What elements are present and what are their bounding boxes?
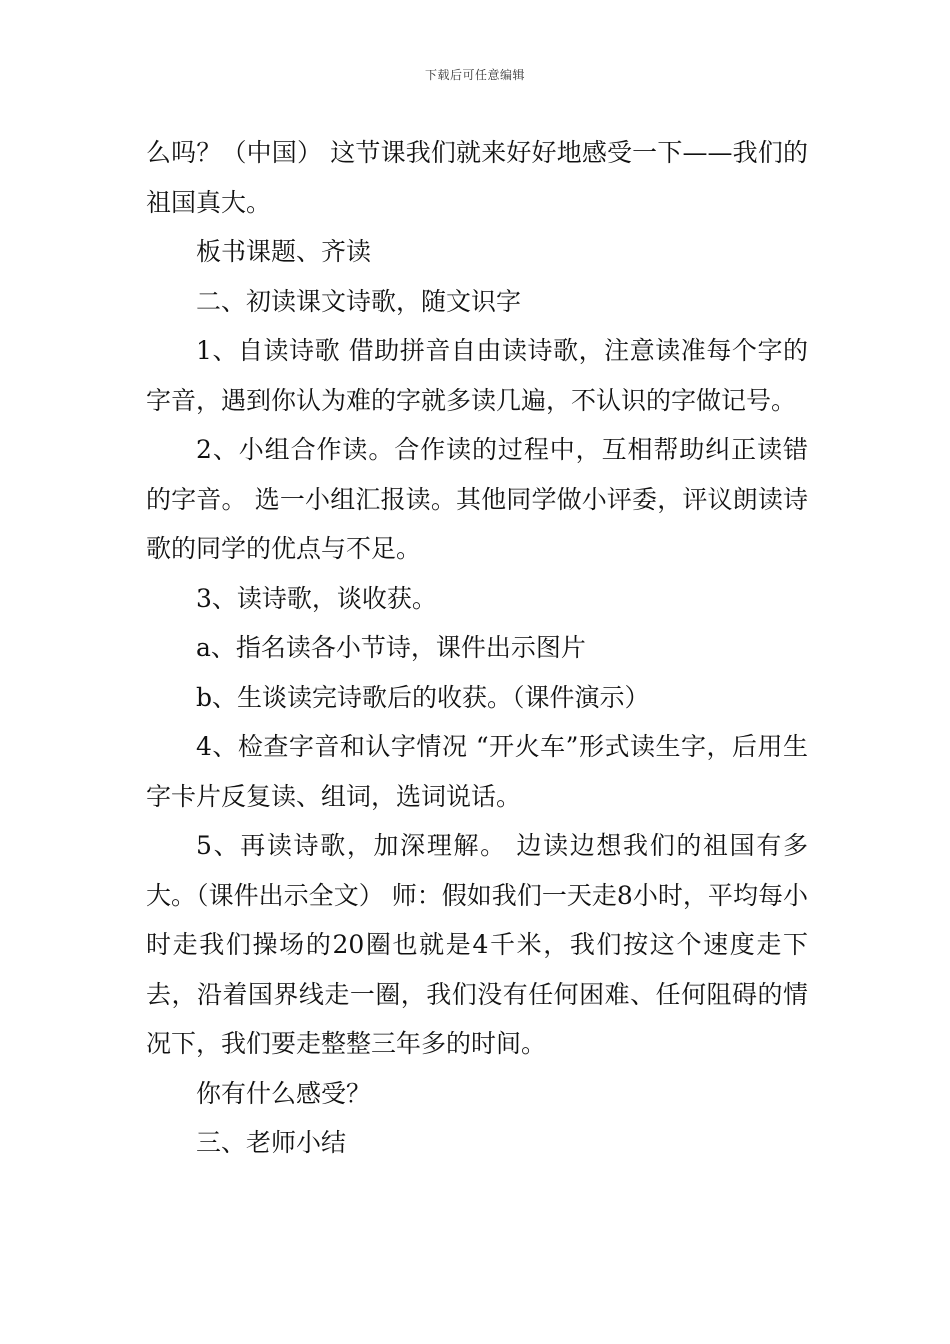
paragraph-step-2: 2、小组合作读。合作读的过程中，互相帮助纠正读错的字音。 选一小组汇报读。其他同学做小评委，评议朗读诗歌的同学的优点与不足。 (146, 435, 808, 563)
document-body (146, 128, 808, 1168)
paragraph-step-4: 4、检查字音和认字情况 “开火车”形式读生字，后用生字卡片反复读、组词，选词说话。 (146, 732, 808, 811)
paragraph-step-3b: b、生谈读完诗歌后的收获。（课件演示） (196, 682, 650, 712)
section-heading-two: 二、初读课文诗歌，随文识字 (196, 286, 522, 316)
paragraph-continuation: 么吗？（中国） 这节课我们就来好好地感受一下——我们的祖国真大。 (146, 138, 808, 217)
paragraph-step-5: 5、再读诗歌，加深理解。 边读边想我们的祖国有多大。（课件出示全文） 师：假如我们一天走8小时，平均每小时走我们操场的20圈也就是4千米，我们按这个速度走下去，沿着国界线走一圈，我们没有任何困难、任何阻碍的情况下，我们要走整整三年多的时间。 (146, 831, 808, 1058)
paragraph-question: 你有什么感受？ (196, 1078, 372, 1108)
page-header: 下载后可任意编辑 (424, 68, 525, 82)
section-heading-three: 三、老师小结 (196, 1128, 347, 1157)
paragraph-step-1: 1、自读诗歌 借助拼音自由读诗歌，注意读准每个字的字音，遇到你认为难的字就多读几遍，不认识的字做记号。 (146, 336, 808, 415)
paragraph-board-title: 板书课题、齐读 (196, 237, 372, 266)
paragraph-step-3: 3、读诗歌，谈收获。 (196, 583, 437, 613)
paragraph-step-3a: a、指名读各小节诗，课件出示图片 (196, 633, 586, 662)
